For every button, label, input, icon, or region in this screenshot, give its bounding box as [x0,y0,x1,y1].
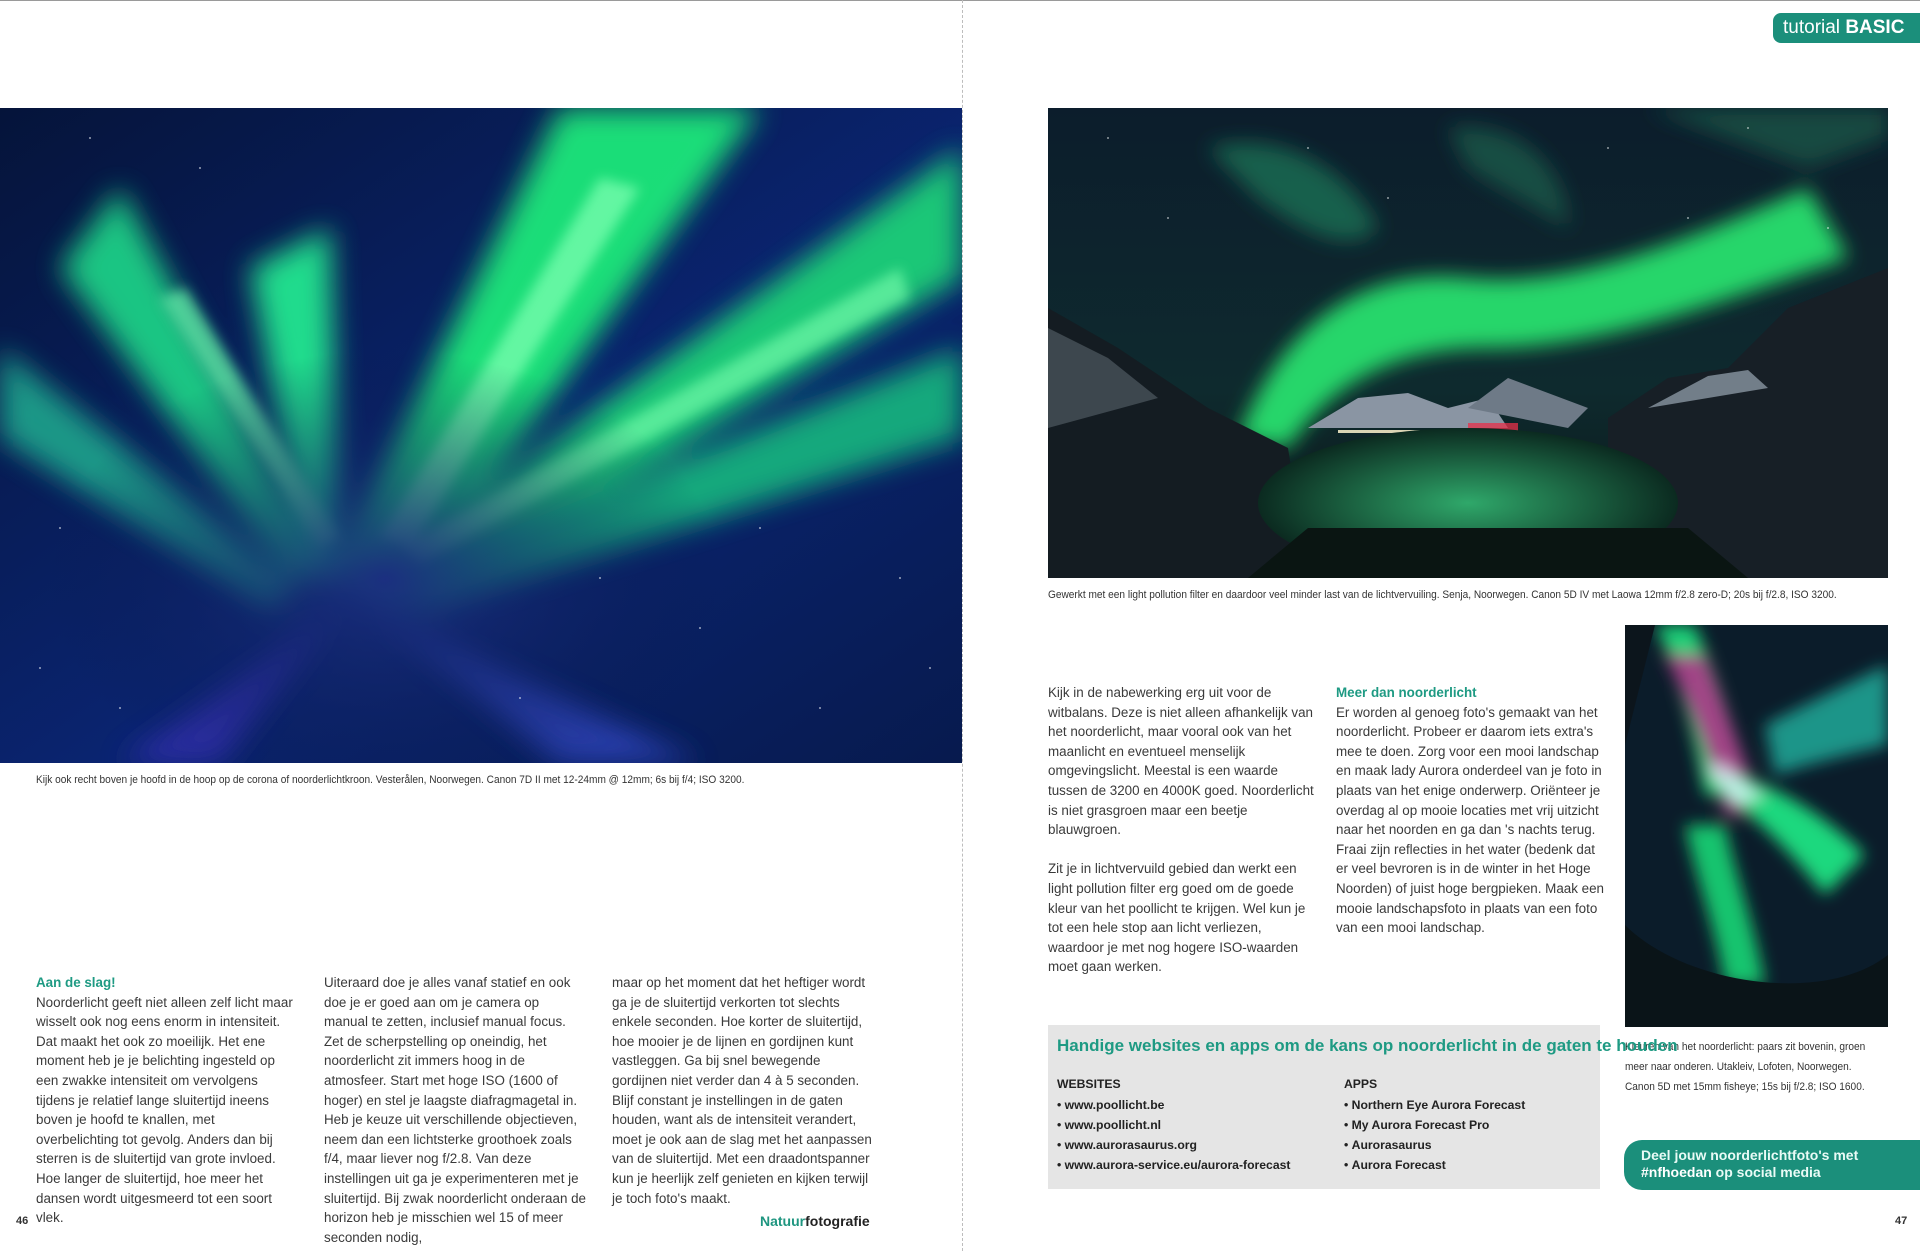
page-number-left: 46 [16,1215,29,1227]
page-gutter [962,0,963,1251]
website-link[interactable]: • www.poollicht.be [1057,1095,1290,1115]
tag-bold: BASIC [1845,17,1905,38]
fisheye-photo-caption: Kleuren van het noorderlicht: paars zit bovenin, groen meer naar onderen. Utakleiv, Lofoten, Noorwegen. Canon 5D met 15mm fisheye; 15s bij f/2.8; ISO 1600. [1625,1041,1866,1093]
website-link[interactable]: • www.poollicht.nl [1057,1115,1290,1135]
right-photo-caption: Gewerkt met een light pollution filter en daardoor veel minder last van de lichtvervuiling. Senja, Noorwegen. Canon 5D IV met Laowa 12mm f/2.8 zero-D; 20s bij f/2.8, ISO 3200. [1048,589,1837,601]
website-link[interactable]: • www.aurorasaurus.org [1057,1135,1290,1155]
aurora-landscape-photo [1048,108,1888,578]
left-photo-caption: Kijk ook recht boven je hoofd in de hoop op de corona of noorderlichtkroon. Vesterålen, Noorwegen. Canon 7D II met 12-24mm @ 12mm; 6s bij f/4; ISO 3200. [36,774,745,786]
right-col2-text: Er worden al genoeg foto's gemaakt van het noorderlicht. Probeer er daarom iets extra's mee te doen. Zorg voor een mooi landschap en maak lady Aurora onderdeel van je foto in plaats van het enige onderwerp. Oriënteer je overdag al op mooie locaties met vrij uitzicht naar het noorden en ga dan 's nachts terug. Fraai zijn reflecties in het water (bedenk dat er veel bevroren is in de winter in het Hoge Noorden) of juist hoge bergpieken. Maak een mooie landschapsfoto in plaats van een foto van een mooi landschap. [1336,704,1604,936]
left-col1-text: Noorderlicht geeft niet alleen zelf licht maar wisselt ook nog eens enorm in intensiteit. Dat maakt het ook zo moeilijk. Het ene moment heb je je belichting ingesteld op een zwakke intensiteit om vervolgens tijdens je relatief lange sluitertijd ineens boven je hoofd te knallen, met overbelichting tot gevolg. Anders dan bij sterren is de sluitertijd van grote invloed. Hoe langer de sluitertijd, hoe meer het dansen wordt uitgesmeerd tot een soort vlek. [36,994,293,1226]
left-column-3 [612,973,874,1208]
website-link[interactable]: • www.aurora-service.eu/aurora-forecast [1057,1155,1290,1175]
left-column-2 [324,973,586,1247]
apps-list [1344,1095,1525,1175]
brand-green: Natuur [760,1213,806,1229]
share-social-banner [1624,1140,1920,1190]
left-column-1 [36,973,298,1228]
infobox-title: Handige websites en apps om de kans op noorderlicht in de gaten te houden [1057,1036,1678,1055]
websites-list [1057,1095,1290,1175]
section-heading-meer-dan-noorderlicht: Meer dan noorderlicht [1336,685,1477,700]
page-number-right: 47 [1895,1215,1908,1227]
app-item: • Aurorasaurus [1344,1135,1525,1155]
aurora-fisheye-photo [1625,625,1888,1027]
aurora-corona-photo [0,108,962,763]
page-top-rule [0,0,1920,1]
app-item: • Northern Eye Aurora Forecast [1344,1095,1525,1115]
right-column-2 [1336,683,1604,938]
section-heading-aan-de-slag: Aan de slag! [36,975,116,990]
right-col1-paragraph-2: Zit je in lichtvervuild gebied dan werkt een light pollution filter erg goed om de goede kleur van het poollicht te krijgen. Wel kun je tot een hele stop aan licht verliezen, waardoor je met nog hogere ISO-waarden moet gaan werken. [1048,861,1306,975]
left-col3-text: maar op het moment dat het heftiger wordt ga je de sluitertijd verkorten tot slechts enkele seconden. Hoe korter de sluitertijd, hoe mooier je de lijnen en gordijnen kunt vastleggen. Ga bij snel bewegende gordijnen niet verder dan 4 à 5 seconden. Blijf constant je instellingen in de gaten houden, want als de intensiteit verandert, moet je ook aan de slag met het aanpassen van de sluitertijd. Met een draadontspanner kun je heerlijk zelf genieten en kijken terwijl je toch foto's maakt. [612,975,872,1206]
brand-dark: fotografie [805,1213,870,1229]
magazine-brand [760,1213,870,1229]
right-column-1 [1048,683,1316,997]
left-col2-text: Uiteraard doe je alles vanaf statief en ook doe je er goed aan om je camera op manual te zetten, inclusief manual focus. Zet de scherpstelling op oneindig, het noorderlicht zit immers hoog in de atmosfeer. Start met hoge ISO (1600 of hoger) en stel je laagste diafragmagetal in. Heb je keuze uit verschillende objectieven, neem dan een lichtsterke groothoek zoals f/4, maar liever nog f/2.8. Van deze instellingen uit ga je experimenteren met je sluitertijd. Bij zwak noorderlicht onderaan de horizon heb je misschien wel 15 of meer seconden nodig, [324,975,587,1245]
share-hashtag[interactable]: #nfhoedan [1641,1164,1712,1180]
websites-label: WEBSITES [1057,1077,1121,1091]
share-line-1: Deel jouw noorderlichtfoto's met [1641,1147,1859,1163]
share-suffix: op social media [1711,1164,1821,1180]
share-line-2 [1641,1164,1920,1181]
right-col1-paragraph-1: Kijk in de nabewerking erg uit voor de witbalans. Deze is niet alleen afhankelijk van het noorderlicht, maar vooral ook van het maanlicht en eventueel menselijk omgevingslicht. Meestal is een waarde tussen de 3200 en 4000K goed. Noorderlicht is niet grasgroen maar een beetje blauwgroen. [1048,685,1314,838]
apps-label: APPS [1344,1077,1378,1091]
app-item: • My Aurora Forecast Pro [1344,1115,1525,1135]
tutorial-basic-tag [1773,13,1920,43]
tag-light: tutorial [1783,17,1841,38]
app-item: • Aurora Forecast [1344,1155,1525,1175]
